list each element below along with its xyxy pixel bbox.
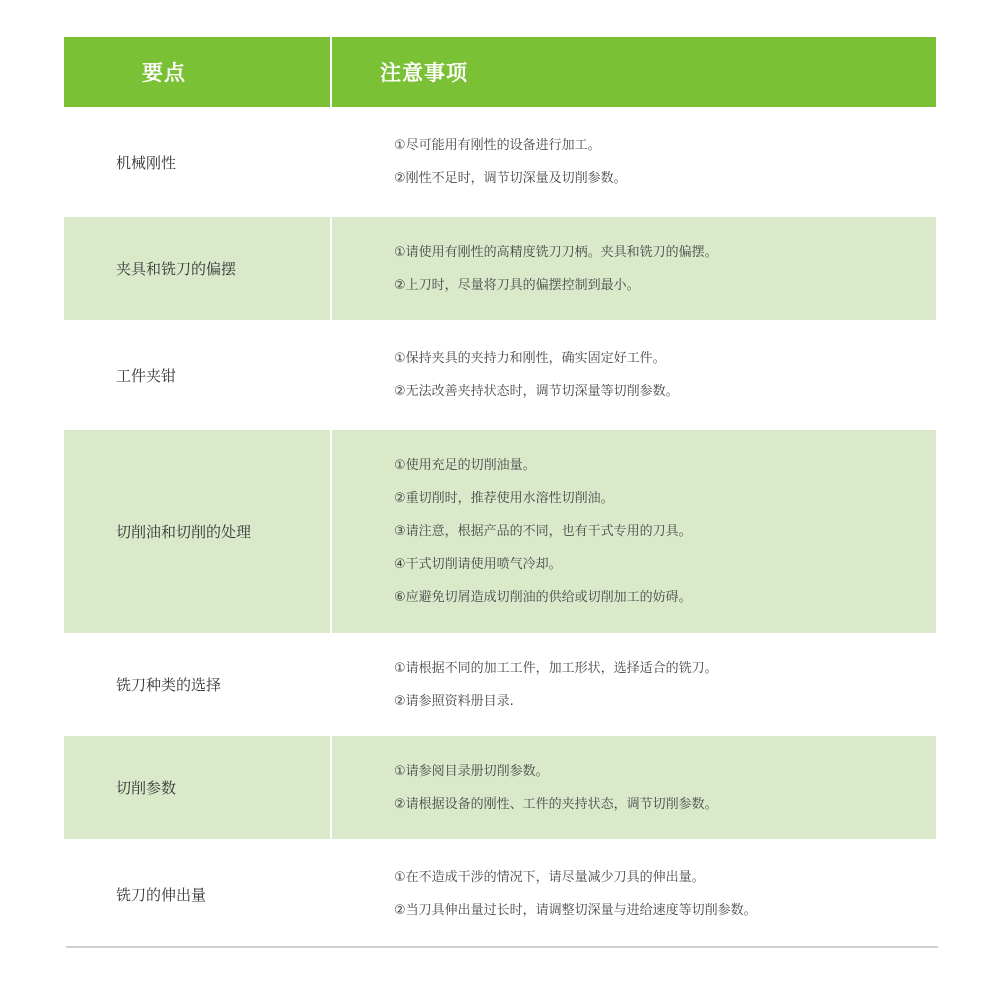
notes-cell	[332, 430, 936, 633]
table-row	[64, 839, 936, 949]
notes-cell	[332, 217, 936, 320]
note-line: ②无法改善夹持状态时，调节切深量等切削参数。	[394, 384, 679, 399]
header-cell-points	[64, 37, 332, 107]
note-line: ③请注意，根据产品的不同，也有干式专用的刀具。	[394, 524, 692, 539]
notes-cell	[332, 736, 936, 839]
header-points-label: 要点	[142, 61, 186, 85]
note-line: ②请参照资料册目录.	[394, 693, 514, 709]
note-line: ②上刀时，尽量将刀具的偏摆控制到最小。	[394, 277, 640, 293]
table-row	[64, 430, 936, 633]
notes-cell	[332, 107, 936, 217]
note-line: ⑥应避免切屑造成切削油的供给或切削加工的妨碍。	[394, 590, 692, 605]
note-line: ④干式切削请使用喷气冷却。	[394, 557, 562, 572]
table-bottom-divider	[66, 946, 938, 948]
point-cell: 铣刀种类的选择	[64, 633, 332, 736]
note-line: ②重切削时，推荐使用水溶性切削油。	[394, 491, 614, 506]
note-line: ②刚性不足时，调节切深量及切削参数。	[394, 171, 627, 186]
table-row	[64, 217, 936, 320]
point-cell: 工件夹钳	[64, 320, 332, 430]
table-row	[64, 320, 936, 430]
note-line: ②请根据设备的刚性、工件的夹持状态，调节切削参数。	[394, 796, 718, 812]
point-cell: 夹具和铣刀的偏摆	[64, 217, 332, 320]
table-row	[64, 633, 936, 736]
note-line: ①尽可能用有刚性的设备进行加工。	[394, 138, 601, 153]
note-line: ①使用充足的切削油量。	[394, 458, 536, 473]
table-header	[64, 37, 936, 107]
note-line: ①在不造成干涉的情况下，请尽量减少刀具的伸出量。	[394, 870, 705, 885]
note-line: ①请根据不同的加工工件，加工形状，选择适合的铣刀。	[394, 660, 718, 676]
note-line: ①保持夹具的夹持力和刚性，确实固定好工件。	[394, 351, 666, 366]
notes-cell	[332, 320, 936, 430]
notes-cell	[332, 839, 936, 949]
header-notes-label: 注意事项	[380, 61, 468, 85]
table-row	[64, 107, 936, 217]
point-cell: 机械刚性	[64, 107, 332, 217]
note-line: ②当刀具伸出量过长时，请调整切深量与进给速度等切削参数。	[394, 903, 757, 918]
point-cell: 切削参数	[64, 736, 332, 839]
note-line: ①请使用有刚性的高精度铣刀刀柄。夹具和铣刀的偏摆。	[394, 244, 718, 260]
tips-table	[64, 37, 936, 949]
point-cell: 切削油和切削的处理	[64, 430, 332, 633]
point-cell: 铣刀的伸出量	[64, 839, 332, 949]
note-line: ①请参阅目录册切削参数。	[394, 763, 549, 779]
table-row	[64, 736, 936, 839]
header-cell-notes	[332, 37, 936, 107]
notes-cell	[332, 633, 936, 736]
